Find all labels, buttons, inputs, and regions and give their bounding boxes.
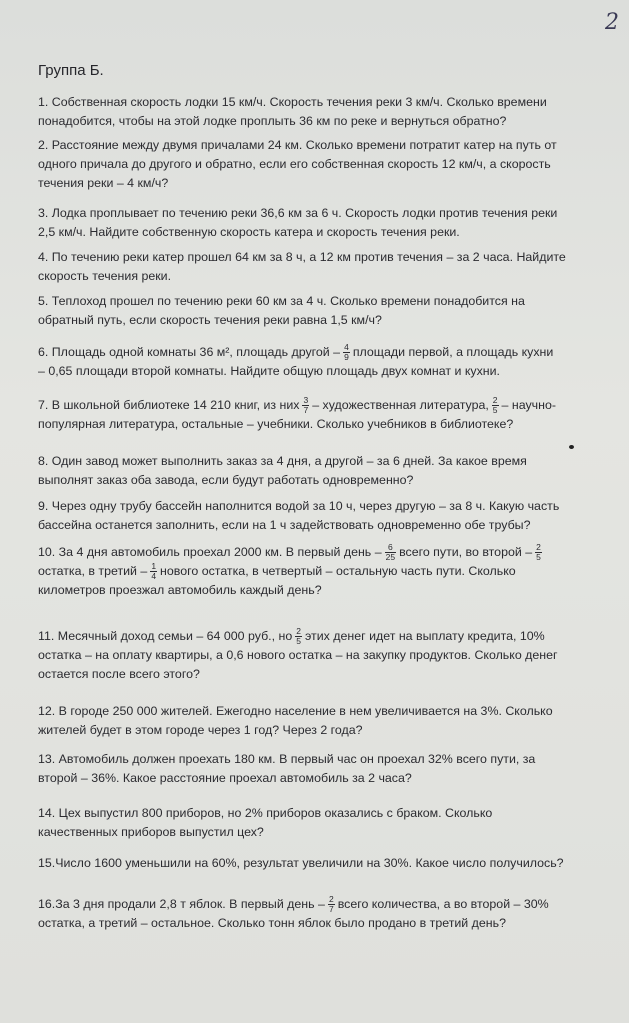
fraction-numerator: 2 (328, 894, 334, 905)
problem-1 (38, 93, 628, 131)
problem-line: выполнят заказ оба завода, если будут работать одновременно? (38, 473, 414, 487)
text-segment: этих денег идет на выплату кредита, 10% (304, 629, 545, 643)
fraction-denominator: 25 (385, 552, 396, 563)
problem-line: жителей будет в этом городе через 1 год? Через 2 года? (38, 723, 363, 737)
problem-line: 15.Число 1600 уменьшили на 60%, результат увеличили на 30%. Какое число получилось? (38, 856, 564, 870)
text-segment: остатка, в третий – (38, 564, 148, 579)
fraction-denominator: 7 (328, 904, 334, 915)
text-segment: площади первой, а площадь кухни (352, 345, 554, 359)
problem-3 (38, 204, 628, 242)
problem-7 (38, 396, 628, 434)
problem-line (38, 396, 628, 415)
fraction-numerator: 2 (492, 395, 498, 406)
problem-line: скорость течения реки. (38, 269, 172, 283)
problem-8 (38, 452, 628, 490)
problem-line: километров проезжал автомобиль каждый день? (38, 583, 322, 598)
problem-line: остатка, а третий – остальное. Сколько тонн яблок было продано в третий день? (38, 916, 506, 931)
text-segment: 16.За 3 дня продали 2,8 т яблок. В первый день – (38, 897, 325, 911)
fraction-denominator: 9 (344, 352, 349, 363)
fraction-denominator: 5 (296, 636, 301, 647)
problem-line: течения реки – 4 км/ч? (38, 176, 169, 190)
problem-line (38, 343, 628, 362)
problem-line (38, 562, 628, 581)
text-segment: – научно- (501, 398, 556, 412)
problem-2 (38, 136, 628, 193)
problem-line: качественных приборов выпустил цех? (38, 825, 264, 839)
fraction-denominator: 4 (151, 571, 157, 582)
fraction (295, 627, 302, 646)
fraction-numerator: 2 (536, 542, 541, 553)
fraction-denominator: 7 (303, 405, 309, 416)
problem-line: 13. Автомобиль должен проехать 180 км. В первый час он проехал 32% всего пути, за (38, 752, 536, 766)
problem-4 (38, 248, 628, 286)
text-segment: – художественная литература, (312, 398, 489, 412)
fraction-numerator: 4 (344, 342, 349, 353)
text-segment: всего количества, а во второй – 30% (337, 897, 549, 911)
problem-line: 5. Теплоход прошел по течению реки 60 км за 4 ч. Сколько времени понадобится на (38, 294, 525, 308)
problem-line (38, 627, 628, 646)
problem-14 (38, 804, 628, 842)
text-segment: всего пути, во второй – (399, 545, 533, 559)
problem-15 (38, 854, 628, 873)
text-segment: 11. Месячный доход семьи – 64 000 руб., но (38, 629, 293, 643)
ink-dot (569, 445, 574, 449)
fraction-numerator: 6 (385, 543, 396, 553)
problem-line: бассейна останется заполнить, если на 1 ч задействовать одновременно обе трубы? (38, 518, 531, 532)
problem-line: 2,5 км/ч. Найдите собственную скорость катера и скорость течения реки. (38, 225, 460, 239)
text-segment: 7. В школьной библиотеке 14 210 книг, из них (38, 398, 300, 412)
problem-line: 3. Лодка проплывает по течению реки 36,6 км за 6 ч. Скорость лодки против течения реки (38, 206, 558, 220)
fraction (535, 543, 542, 562)
problem-line: остается после всего этого? (38, 667, 200, 682)
group-heading: Группа Б. (38, 62, 104, 79)
problem-line: – 0,65 площади второй комнаты. Найдите общую площадь двух комнат и кухни. (38, 364, 500, 379)
problem-line: 12. В городе 250 000 жителей. Ежегодно население в нем увеличивается на 3%. Сколько (38, 704, 553, 718)
problem-line: 9. Через одну трубу бассейн наполнится водой за 10 ч, через другую – за 8 ч. Какую часть (38, 499, 560, 513)
text-segment: нового остатка, в четвертый – остальную часть пути. Сколько (160, 564, 516, 579)
problem-13 (38, 750, 628, 788)
problem-line: 2. Расстояние между двумя причалами 24 км. Сколько времени потратит катер на путь от (38, 138, 557, 152)
problem-12 (38, 702, 628, 740)
problem-line: 4. По течению реки катер прошел 64 км за 8 ч, а 12 км против течения – за 2 часа. Найдите (38, 250, 566, 264)
page-number: 2 (605, 10, 619, 35)
fraction (150, 562, 157, 581)
problem-line: понадобится, чтобы на этой лодке проплыть 36 км по реке и вернуться обратно? (38, 114, 507, 128)
problem-line: второй – 36%. Какое расстояние проехал автомобиль за 2 часа? (38, 771, 412, 785)
fraction-numerator: 3 (303, 395, 309, 406)
fraction (385, 543, 396, 562)
problem-line: одного причала до другого и обратно, если его собственная скорость 12 км/ч, а скорость (38, 157, 551, 171)
problem-line: 8. Один завод может выполнить заказ за 4 дня, а другой – за 6 дней. За какое время (38, 454, 527, 468)
fraction-numerator: 1 (151, 561, 157, 572)
fraction-denominator: 5 (536, 552, 541, 563)
problem-line: популярная литература, остальные – учебники. Сколько учебников в библиотеке? (38, 417, 514, 432)
text-segment: 6. Площадь одной комнаты 36 м², площадь другой – (38, 345, 341, 359)
text-segment: 10. За 4 дня автомобиль проехал 2000 км. В первый день – (38, 545, 382, 559)
fraction (343, 343, 350, 362)
problem-16 (38, 895, 628, 933)
problem-line (38, 543, 628, 562)
problem-11 (38, 627, 628, 684)
fraction-denominator: 5 (492, 405, 498, 416)
problem-5 (38, 292, 628, 330)
problem-line: обратный путь, если скорость течения реки равна 1,5 км/ч? (38, 313, 382, 327)
fraction (328, 895, 335, 914)
problem-line (38, 895, 628, 914)
fraction (492, 396, 499, 415)
fraction (302, 396, 309, 415)
fraction-numerator: 2 (296, 626, 301, 637)
problem-line: 14. Цех выпустил 800 приборов, но 2% приборов оказались с браком. Сколько (38, 806, 493, 820)
problem-line: остатка – на оплату квартиры, а 0,6 нового остатка – на закупку продуктов. Сколько денег (38, 648, 558, 663)
problem-6 (38, 343, 628, 381)
problem-line: 1. Собственная скорость лодки 15 км/ч. Скорость течения реки 3 км/ч. Сколько времени (38, 95, 547, 109)
problem-10 (38, 543, 628, 600)
problem-9 (38, 497, 628, 535)
